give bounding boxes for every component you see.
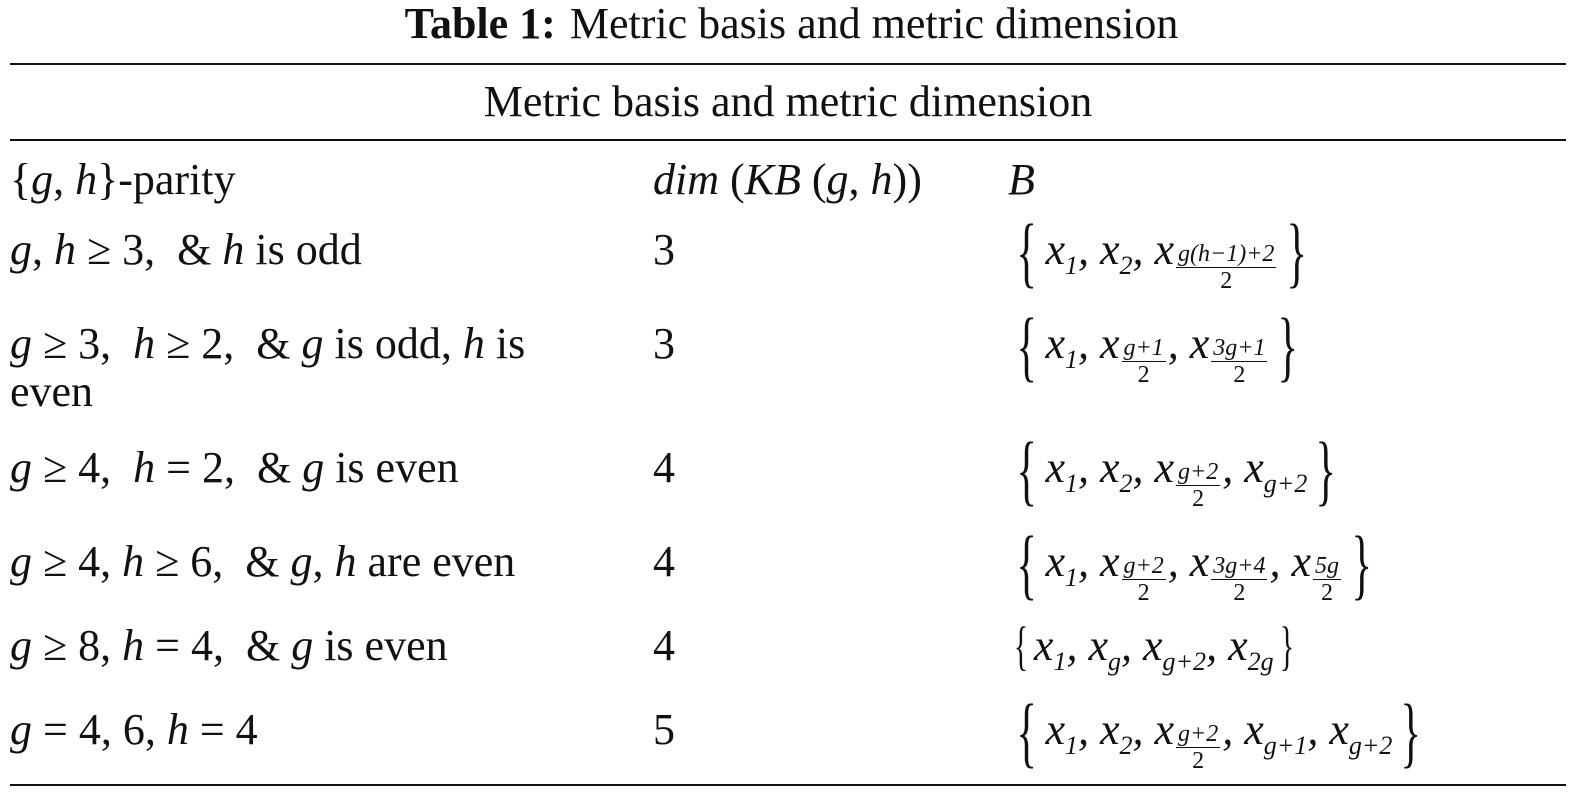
column-header-parity: {g, h}-parity — [10, 155, 236, 204]
row-3-basis: { $x_1$, $x_2$, x $\frac{g+2}{2}$ , $x_{g+2}$ } — [1016, 426, 1337, 513]
row-6-parity: g = 4, 6, h = 4 — [10, 705, 258, 754]
row-5-dim: 4 — [653, 621, 675, 670]
row-5-parity: g ≥ 8, h = 4, & g is even — [10, 621, 448, 670]
row-2-dim: 3 — [653, 319, 675, 368]
row-2-parity: g ≥ 3, h ≥ 2, & g is odd, h is even — [10, 319, 526, 416]
table-caption — [0, 0, 1583, 48]
row-4-dim: 4 — [653, 537, 675, 586]
row-3-dim: 4 — [653, 443, 675, 492]
row-5-basis: { $x_1$, $x_g$, $x_{g+2}$, $x_{2g}$ } — [1013, 616, 1294, 676]
caption-label: Table 1: — [404, 0, 556, 48]
caption-title: Metric basis and metric dimension — [569, 0, 1179, 48]
row-3-parity: g ≥ 4, h = 2, & g is even — [10, 443, 459, 492]
header-rule — [10, 139, 1566, 141]
row-1-basis: { $x_1$, $x_2$, x $\frac{g(h-1)+2}{2}$ } — [1016, 208, 1308, 295]
table-header: Metric basis and metric dimension — [483, 77, 1093, 126]
row-6-basis: { $x_1$, $x_2$, x $\frac{g+2}{2}$ , $x_{g+1}$, $x_{g+2}$ } — [1016, 688, 1422, 775]
bottom-rule — [10, 784, 1566, 786]
column-header-basis: B — [1008, 155, 1035, 204]
top-rule — [10, 63, 1566, 65]
row-2-basis: { $x_1$, x $\frac{g+1}{2}$ , x $\frac{3g+1}{2}$ } — [1016, 302, 1299, 389]
row-4-basis: { $x_1$, x $\frac{g+2}{2}$ , x $\frac{3g+4}{2}$ , x $\frac{5g}{2}$ } — [1016, 520, 1373, 607]
row-1-dim: 3 — [653, 225, 675, 274]
column-header-dim: dim (KB (g, h)) — [653, 155, 922, 204]
row-1-parity: g, h ≥ 3, & h is odd — [10, 225, 362, 274]
row-6-dim: 5 — [653, 705, 675, 754]
row-4-parity: g ≥ 4, h ≥ 6, & g, h are even — [10, 537, 516, 586]
